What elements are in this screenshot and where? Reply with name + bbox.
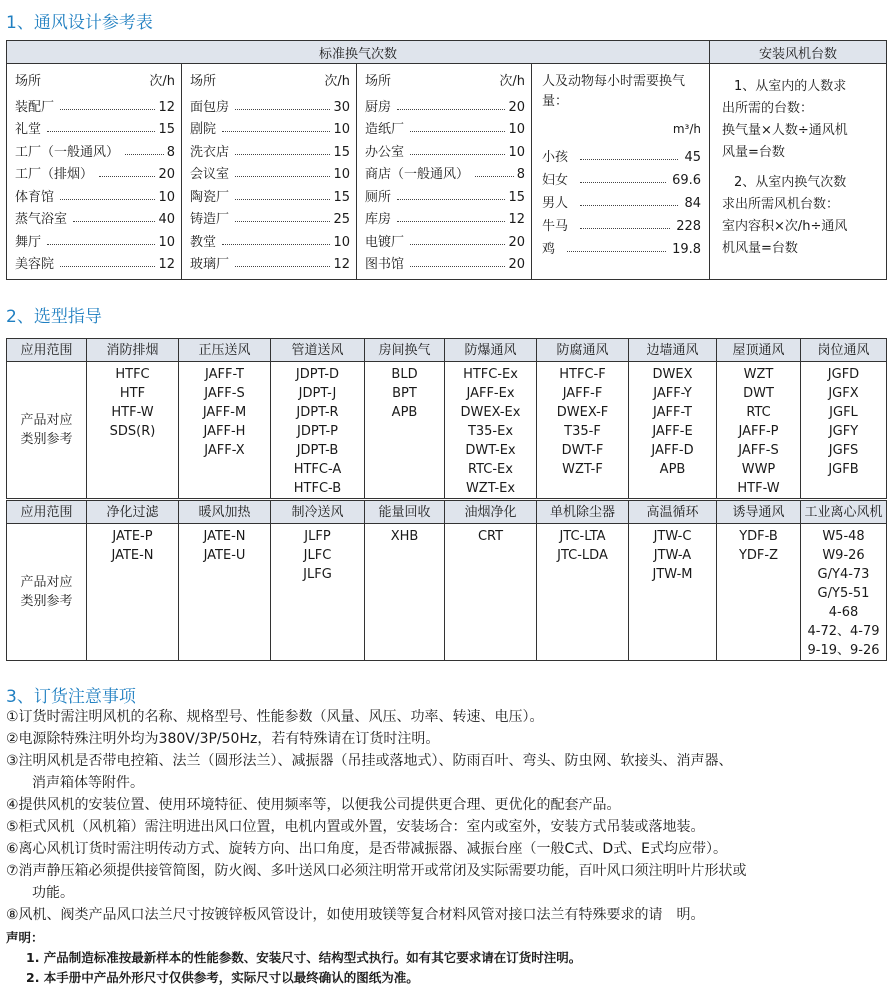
rate-value: 10 <box>158 234 175 250</box>
product-model: WZT-Ex <box>465 481 516 496</box>
list-item <box>190 205 350 228</box>
animal-name: 牛马 <box>542 219 569 234</box>
product-model: W5-48 <box>822 529 865 544</box>
row-label-body: 产品对应 类别参考 <box>7 524 87 661</box>
product-model: T35-Ex <box>467 424 514 439</box>
category-header: 防爆通风 <box>445 339 537 362</box>
list-item <box>365 160 525 183</box>
rate-value: 10 <box>333 167 350 182</box>
order-note: 消声箱体等附件。 <box>32 775 144 791</box>
product-model: JATE-N <box>111 548 154 563</box>
product-model: HTF-W <box>737 481 780 496</box>
list-item <box>190 92 350 115</box>
product-model: DWT <box>743 386 774 401</box>
product-list <box>179 362 271 499</box>
product-model: 9-19、9-26 <box>807 643 880 658</box>
list-item <box>365 250 525 273</box>
dot-leader <box>235 199 330 200</box>
product-model: JAFF-T <box>205 367 244 382</box>
product-model: JATE-N <box>203 529 246 544</box>
col-head-place: 场所 <box>365 74 392 89</box>
product-model: JAFF-S <box>204 386 245 401</box>
category-header: 边墙通风 <box>629 339 717 362</box>
product-model: HTFC-Ex <box>463 367 518 382</box>
product-model: JAFF-S <box>738 443 779 458</box>
animal-item <box>542 234 701 257</box>
animal-name: 妇女 <box>542 173 569 188</box>
dot-leader <box>235 154 330 155</box>
rate-value: 10 <box>333 122 350 137</box>
product-model: JDPT-J <box>298 386 337 401</box>
animal-name: 男人 <box>542 196 569 211</box>
order-note: 功能。 <box>32 885 74 901</box>
category-header: 正压送风 <box>179 339 271 362</box>
list-item <box>365 115 525 138</box>
dot-leader <box>222 244 330 245</box>
place-name: 装配厂 <box>15 99 55 115</box>
air-change-list-3 <box>357 64 532 280</box>
place-name: 工厂（排烟） <box>15 167 94 182</box>
header-install-fans: 安装风机台数 <box>710 41 887 64</box>
product-model: JDPT-P <box>297 424 338 439</box>
list-item <box>190 250 350 273</box>
install-line: 2、从室内换气次数 <box>734 175 847 190</box>
product-list <box>537 362 629 499</box>
list-item <box>365 137 525 160</box>
animal-value: 45 <box>684 150 702 165</box>
place-name: 面包房 <box>190 99 230 115</box>
place-name: 厕所 <box>365 189 392 205</box>
product-model: T35-F <box>564 424 601 439</box>
category-header: 油烟净化 <box>445 501 537 524</box>
category-header: 房间换气 <box>365 339 445 362</box>
order-note: ④提供风机的安装位置、使用环境特征、使用频率等，以便我公司提供更合理、更优化的配套产品。 <box>6 797 621 813</box>
install-method <box>710 64 887 280</box>
section1-title: 1、通风设计参考表 <box>6 13 153 33</box>
product-model: CRT <box>477 529 504 544</box>
rate-value: 15 <box>333 189 350 205</box>
product-model: JATE-U <box>203 548 246 563</box>
dot-leader <box>397 221 505 222</box>
product-model: BPT <box>392 386 417 401</box>
animals-unit: m³/h <box>672 122 702 136</box>
place-name: 办公室 <box>365 144 405 160</box>
category-header: 能量回收 <box>365 501 445 524</box>
place-name: 礼堂 <box>15 122 42 137</box>
product-list <box>365 524 445 661</box>
dot-leader <box>60 266 155 267</box>
product-model: JAFF-Ex <box>466 386 515 401</box>
product-model: JLFP <box>304 529 331 544</box>
list-item <box>15 205 175 228</box>
rate-value: 20 <box>508 99 525 115</box>
install-line: 换气量×人数÷通风机 <box>722 123 848 138</box>
animal-item <box>542 165 701 188</box>
dot-leader <box>222 131 330 132</box>
product-model: JAFF-Y <box>653 386 692 401</box>
install-line: 室内容积×次/h÷通风 <box>722 219 848 234</box>
product-model: JTW-A <box>653 548 692 563</box>
dot-leader <box>60 199 155 200</box>
place-name: 教堂 <box>190 234 217 250</box>
product-model: XHB <box>390 529 419 544</box>
product-model: APB <box>659 462 686 477</box>
dot-leader <box>235 109 330 110</box>
place-name: 库房 <box>365 212 392 227</box>
animal-value: 228 <box>676 219 702 234</box>
list-item <box>190 160 350 183</box>
product-model: BLD <box>391 367 418 382</box>
product-model: JATE-P <box>112 529 153 544</box>
product-model: G/Y5-51 <box>817 586 870 601</box>
install-line: 出所需的台数： <box>722 101 814 116</box>
list-item <box>190 182 350 205</box>
dot-leader <box>410 154 505 155</box>
dot-leader <box>567 251 666 252</box>
order-note: ⑦消声静压箱必须提供接管简图，防火阀、多叶送风口必须注明常开或常闭及实际需要功能，百叶风口须注明叶片形状或 <box>6 863 747 879</box>
dot-leader <box>60 109 155 110</box>
declaration-item: 2. 本手册中产品外形尺寸仅供参考，实际尺寸以最终确认的图纸为准。 <box>26 970 419 985</box>
order-note: ③注明风机是否带电控箱、法兰（圆形法兰）、减振器（吊挂或落地式）、防雨百叶、弯头、防虫网、软接头、消声器、 <box>6 753 733 769</box>
rate-value: 10 <box>333 234 350 250</box>
product-model: 4-68 <box>828 605 859 620</box>
product-model: JDPT-B <box>296 443 339 458</box>
product-list <box>717 524 801 661</box>
order-notes <box>6 706 890 926</box>
row-label-head: 应用范围 <box>7 339 87 362</box>
product-model: JGFY <box>828 424 859 439</box>
rate-value: 15 <box>158 122 175 137</box>
product-model: WZT-F <box>562 462 603 477</box>
dot-leader <box>397 109 505 110</box>
list-item <box>190 137 350 160</box>
list-item <box>15 92 175 115</box>
ventilation-reference-table <box>6 40 887 280</box>
row-label-body: 产品对应 类别参考 <box>7 362 87 499</box>
category-header: 消防排烟 <box>87 339 179 362</box>
product-model: JGFB <box>828 462 859 477</box>
dot-leader <box>73 221 155 222</box>
place-name: 洗衣店 <box>190 144 230 160</box>
product-model: JAFF-E <box>652 424 693 439</box>
category-header: 单机除尘器 <box>537 501 629 524</box>
list-item <box>15 137 175 160</box>
product-model: HTFC-F <box>559 367 606 382</box>
dot-leader <box>397 199 505 200</box>
place-name: 会议室 <box>190 167 230 182</box>
animal-value: 84 <box>684 196 702 211</box>
product-model: JTC-LTA <box>559 529 606 544</box>
category-header: 制冷送风 <box>271 501 365 524</box>
product-model: RTC-Ex <box>468 462 513 477</box>
rate-value: 20 <box>158 167 175 182</box>
list-item <box>365 227 525 250</box>
dot-leader <box>475 176 514 177</box>
row-label-head: 应用范围 <box>7 501 87 524</box>
product-model: WWP <box>741 462 776 477</box>
dot-leader <box>410 131 505 132</box>
product-list <box>445 362 537 499</box>
rate-value: 25 <box>333 212 350 227</box>
list-item <box>190 115 350 138</box>
product-model: JGFL <box>829 405 858 420</box>
dot-leader <box>580 228 670 229</box>
category-header: 防腐通风 <box>537 339 629 362</box>
rate-value: 15 <box>508 189 525 205</box>
list-item <box>15 182 175 205</box>
order-note: ①订货时需注明风机的名称、规格型号、性能参数（风量、风压、功率、转速、电压）。 <box>6 709 544 725</box>
product-model: RTC <box>746 405 771 420</box>
place-name: 陶瓷厂 <box>190 189 230 205</box>
section3-title: 3、订货注意事项 <box>6 687 136 707</box>
order-note: ②电源除特殊注明外均为380V/3P/50Hz，若有特殊请在订货时注明。 <box>6 731 440 747</box>
place-name: 商店（一般通风） <box>365 167 470 182</box>
animal-name: 小孩 <box>542 150 569 165</box>
list-item <box>15 160 175 183</box>
category-header: 管道送风 <box>271 339 365 362</box>
product-model: DWT-F <box>561 443 604 458</box>
product-list <box>445 524 537 661</box>
animal-item <box>542 142 701 165</box>
install-line: 机风量=台数 <box>722 241 798 256</box>
product-list <box>87 524 179 661</box>
list-item <box>15 227 175 250</box>
product-model: HTFC-A <box>293 462 342 477</box>
declaration <box>6 928 581 988</box>
product-model: JAFF-M <box>202 405 247 420</box>
product-model: DWEX <box>652 367 693 382</box>
animals-intro: 人及动物每小时需要换气量： <box>542 74 686 109</box>
rate-value: 30 <box>333 99 350 115</box>
air-change-list-2 <box>182 64 357 280</box>
dot-leader <box>99 176 155 177</box>
product-model: JGFX <box>828 386 859 401</box>
product-model: YDF-Z <box>738 548 779 563</box>
rate-value: 12 <box>158 257 175 272</box>
rate-value: 10 <box>508 144 525 160</box>
product-model: JAFF-T <box>653 405 692 420</box>
category-header: 诱导通风 <box>717 501 801 524</box>
declaration-title: 声明： <box>6 930 44 945</box>
list-item <box>365 182 525 205</box>
selection-table-2 <box>6 500 887 661</box>
product-model: WZT <box>743 367 774 382</box>
dot-leader <box>410 244 505 245</box>
order-note: ⑤柜式风机（风机箱）需注明进出风口位置，电机内置或外置，安装场合：室内或室外，安装方式吊装或落地装。 <box>6 819 705 835</box>
product-model: DWEX-Ex <box>460 405 521 420</box>
dot-leader <box>235 176 330 177</box>
col-head-place: 场所 <box>15 74 42 89</box>
product-model: W9-26 <box>822 548 865 563</box>
product-model: JDPT-D <box>295 367 340 382</box>
product-list <box>537 524 629 661</box>
place-name: 工厂（一般通风） <box>15 144 120 160</box>
selection-table-1 <box>6 338 887 499</box>
animal-item <box>542 188 701 211</box>
rate-value: 8 <box>166 144 175 160</box>
rate-value: 12 <box>158 99 175 115</box>
col-head-rate: 次/h <box>499 74 525 89</box>
product-model: JLFC <box>303 548 332 563</box>
animal-item <box>542 211 701 234</box>
place-name: 体育馆 <box>15 189 55 205</box>
rate-value: 10 <box>158 189 175 205</box>
product-model: JAFF-F <box>562 386 603 401</box>
animal-value: 19.8 <box>672 242 702 257</box>
category-header: 工业离心风机 <box>801 501 887 524</box>
rate-value: 8 <box>516 167 525 182</box>
rate-value: 20 <box>508 257 525 272</box>
product-list <box>365 362 445 499</box>
install-line: 求出所需风机台数： <box>722 197 840 212</box>
product-model: SDS(R) <box>109 424 156 439</box>
air-change-list-1 <box>7 64 182 280</box>
product-list <box>271 362 365 499</box>
product-model: APB <box>391 405 418 420</box>
section2-title: 2、选型指导 <box>6 307 102 327</box>
product-model: 4-72、4-79 <box>807 624 880 639</box>
dot-leader <box>410 266 505 267</box>
product-model: JGFS <box>828 443 859 458</box>
list-item <box>190 227 350 250</box>
dot-leader <box>580 182 666 183</box>
product-model: G/Y4-73 <box>817 567 870 582</box>
declaration-item: 1. 产品制造标准按最新样本的性能参数、安装尺寸、结构型式执行。如有其它要求请在订货时注明。 <box>26 950 582 965</box>
place-name: 图书馆 <box>365 257 405 272</box>
category-header: 净化过滤 <box>87 501 179 524</box>
place-name: 厨房 <box>365 99 392 115</box>
list-item <box>15 115 175 138</box>
category-header: 高温循环 <box>629 501 717 524</box>
dot-leader <box>125 154 164 155</box>
animal-value: 69.6 <box>672 173 702 188</box>
install-line: 风量=台数 <box>722 145 785 160</box>
animals-air-need <box>532 64 710 280</box>
list-item <box>365 205 525 228</box>
category-header: 暖风加热 <box>179 501 271 524</box>
dot-leader <box>47 131 155 132</box>
place-name: 造纸厂 <box>365 122 405 137</box>
order-note: ⑥离心风机订货时需注明传动方式、旋转方向、出口角度，是否带减振器、减振台座（一般C式、D式、E式均应带）。 <box>6 841 727 857</box>
animal-name: 鸡 <box>542 242 556 257</box>
product-list <box>717 362 801 499</box>
product-model: HTFC <box>115 367 150 382</box>
rate-value: 20 <box>508 234 525 250</box>
install-line: 1、从室内的人数求 <box>734 79 847 94</box>
place-name: 铸造厂 <box>190 212 230 227</box>
product-model: JTW-M <box>652 567 693 582</box>
dot-leader <box>235 266 330 267</box>
place-name: 电镀厂 <box>365 234 405 250</box>
product-model: JAFF-D <box>651 443 694 458</box>
product-model: YDF-B <box>739 529 778 544</box>
product-model: HTF-W <box>111 405 154 420</box>
product-model: JDPT-R <box>296 405 339 420</box>
product-model: JTW-C <box>653 529 692 544</box>
product-list <box>801 524 887 661</box>
product-model: JAFF-H <box>203 424 246 439</box>
category-header: 岗位通风 <box>801 339 887 362</box>
col-head-place: 场所 <box>190 74 217 89</box>
product-model: JAFF-X <box>204 443 245 458</box>
product-model: JAFF-P <box>738 424 779 439</box>
rate-value: 12 <box>333 257 350 272</box>
col-head-rate: 次/h <box>324 74 350 89</box>
dot-leader <box>580 205 678 206</box>
order-note: ⑧风机、阀类产品风口法兰尺寸按镀锌板风管设计，如使用玻镁等复合材料风管对接口法兰有特殊要求的请 明。 <box>6 907 705 923</box>
list-item <box>15 250 175 273</box>
product-list <box>179 524 271 661</box>
product-model: HTFC-B <box>293 481 342 496</box>
product-model: JTC-LDA <box>557 548 608 563</box>
dot-leader <box>235 221 330 222</box>
category-header: 屋顶通风 <box>717 339 801 362</box>
rate-value: 10 <box>508 122 525 137</box>
rate-value: 12 <box>508 212 525 227</box>
product-list <box>629 524 717 661</box>
col-head-rate: 次/h <box>149 74 175 89</box>
dot-leader <box>47 244 155 245</box>
product-model: JGFD <box>827 367 860 382</box>
place-name: 蒸气浴室 <box>15 212 68 227</box>
rate-value: 40 <box>158 212 175 227</box>
product-model: DWEX-F <box>556 405 609 420</box>
product-list <box>629 362 717 499</box>
place-name: 玻璃厂 <box>190 257 230 272</box>
product-model: DWT-Ex <box>465 443 516 458</box>
place-name: 美容院 <box>15 257 55 272</box>
list-item <box>365 92 525 115</box>
product-list <box>271 524 365 661</box>
product-model: JLFG <box>303 567 332 582</box>
place-name: 舞厅 <box>15 234 42 250</box>
rate-value: 15 <box>333 144 350 160</box>
product-list <box>87 362 179 499</box>
header-standard-air-change: 标准换气次数 <box>7 41 710 64</box>
dot-leader <box>580 159 678 160</box>
product-list <box>801 362 887 499</box>
product-model: HTF <box>119 386 146 401</box>
place-name: 剧院 <box>190 122 217 137</box>
